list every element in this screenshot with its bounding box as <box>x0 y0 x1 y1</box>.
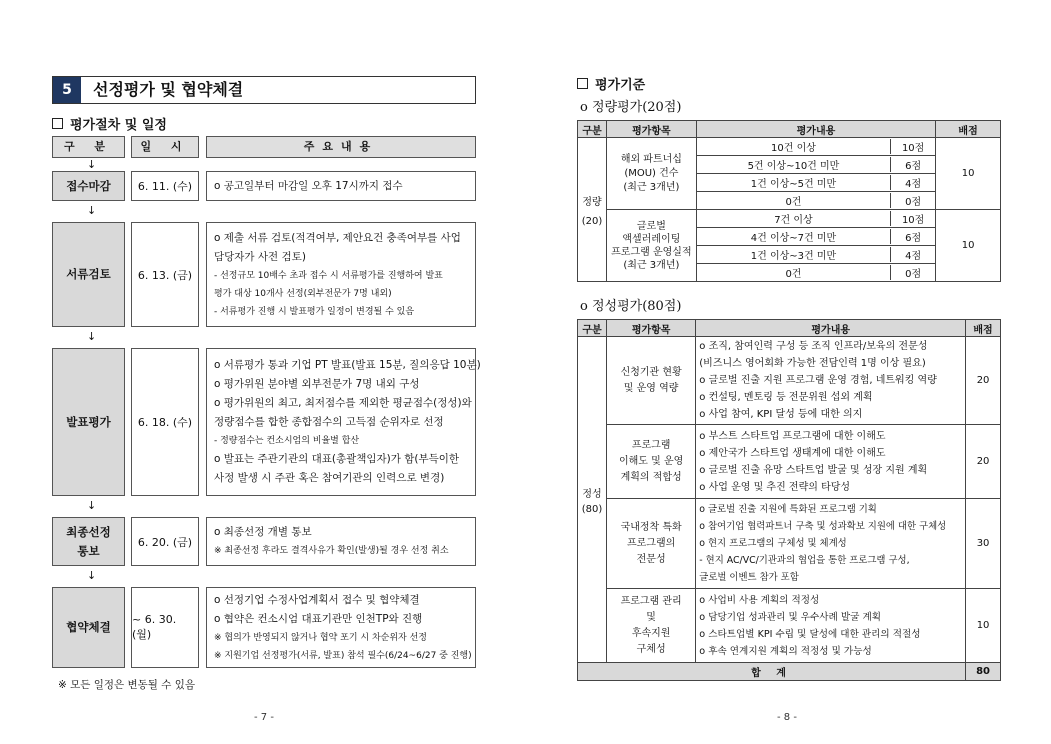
description-line: o 평가위원 분야별 외부전문가 7명 내외 구성 <box>214 378 420 390</box>
qual-item-name: 국내정착 특화 프로그램의 전문성 <box>606 499 695 589</box>
stage-date: 6. 20. (금) <box>131 517 199 566</box>
subsection-title-text: 평가절차 및 일정 <box>70 118 167 133</box>
page-number: - 8 - <box>777 712 797 723</box>
qual-title: o 정성평가(80점) <box>580 299 682 314</box>
description-line: o 협약은 컨소시엄 대표기관만 인천TP와 진행 <box>214 612 423 625</box>
description-line: o 발표는 주관기관의 대표(총괄책임자)가 함(부득이한 <box>214 453 460 465</box>
qual-item-score: 20 <box>966 425 1001 499</box>
qual-item-content: o 글로벌 진출 지원에 특화된 프로그램 기획 o 참여기업 협력파트너 구축 및 성과확보 지원에 대한 구체성 o 현지 프로그램의 구체성 및 체계성 - 현지 AC/VC/기관과의 협업을 통한 프로그램 구성, 글로벌 이벤트 참가 포함 <box>696 499 966 589</box>
qual-header: 평가내용 <box>696 320 966 337</box>
qual-item-score: 10 <box>966 589 1001 663</box>
stage-date: ~ 6. 30. (월) <box>131 587 199 668</box>
qual-category: 정성 (80) <box>578 337 607 663</box>
qual-item-content: o 조직, 참여인력 구성 등 조직 인프라/보육의 전문성 (비즈니스 영어회화 가능한 전담인력 1명 이상 필요) o 글로벌 진출 지원 프로그램 운영 경험, 네트워킹 역량 o 컨설팅, 멘토링 등 전문위원 섭외 계획 o 사업 참여, KPI 달성 등에 대한 의지 <box>696 337 966 425</box>
description-note: - 서류평가 진행 시 발표평가 일정이 변경될 수 있음 <box>214 306 415 317</box>
qual-item-score: 20 <box>966 337 1001 425</box>
description-line: 정량점수를 합한 종합점수의 고득점 순위자로 선정 <box>214 416 444 428</box>
stage-label: 발표평가 <box>52 348 125 496</box>
qual-item-name: 프로그램 이해도 및 운영 계획의 적합성 <box>606 425 695 499</box>
quant-header: 배점 <box>936 121 1001 138</box>
total-label: 합 계 <box>578 663 966 681</box>
quant-criteria-row: 5건 이상~10건 미만 6점 <box>696 156 935 174</box>
criteria-title <box>577 74 645 93</box>
description-note: ※ 협의가 반영되지 않거나 협약 포기 시 차순위자 선정 <box>214 632 428 643</box>
qual-header: 배점 <box>966 320 1001 337</box>
header-date: 일 시 <box>131 136 199 158</box>
description-line: o 공고일부터 마감일 오후 17시까지 접수 <box>214 179 403 192</box>
quant-item-name: 글로벌 액셀러레이팅 프로그램 운영실적 (최근 3개년) <box>606 210 696 282</box>
qual-item-content: o 부스트 스타트업 프로그램에 대한 이해도 o 제안국가 스타트업 생태계에 대한 이해도 o 글로벌 진출 유망 스타트업 발굴 및 성장 지원 계획 o 사업 운영 및 추진 전략의 타당성 <box>696 425 966 499</box>
qual-header: 구분 <box>578 320 607 337</box>
description-line: 담당자가 사전 검토) <box>214 250 306 263</box>
section-title: 선정평가 및 협약체결 <box>93 80 244 99</box>
quant-criteria-row: 1건 이상~5건 미만 4점 <box>696 174 935 192</box>
stage-label: 접수마감 <box>52 171 125 201</box>
page-number: - 7 - <box>254 712 274 723</box>
description-line: 사정 발생 시 주관 혹은 참여기관의 인력으로 변경) <box>214 472 445 484</box>
footnote: ※ 모든 일정은 변동될 수 있음 <box>58 679 196 691</box>
down-arrow-icon: ↓ <box>87 158 97 171</box>
down-arrow-icon: ↓ <box>87 499 97 512</box>
stage-description <box>206 348 481 496</box>
square-bullet-icon <box>52 118 63 129</box>
quant-item-name: 해외 파트너십 (MOU) 건수 (최근 3개년) <box>606 138 696 210</box>
description-note: 평가 대상 10개사 선정(외부전문가 7명 내외) <box>214 288 392 299</box>
qual-item-name: 신청기관 현황 및 운영 역량 <box>606 337 695 425</box>
section-number: 5 <box>53 77 81 103</box>
description-note: - 정량점수는 컨소시엄의 비율별 합산 <box>214 436 360 446</box>
subsection-title <box>52 114 167 133</box>
qual-item-content: o 사업비 사용 계획의 적정성 o 담당기업 성과관리 및 우수사례 발굴 계획 o 스타트업별 KPI 수립 및 달성에 대한 관리의 적절성 o 후속 연계지원 계획의 적정성 및 가능성 <box>696 589 966 663</box>
description-line: o 서류평가 통과 기업 PT 발표(발표 15분, 질의응답 10분) <box>214 359 481 371</box>
quant-criteria-row: 0건 0점 <box>696 264 935 282</box>
down-arrow-icon: ↓ <box>87 330 97 343</box>
quant-criteria-row: 4건 이상~7건 미만 6점 <box>696 228 935 246</box>
description-note: - 선정규모 10배수 초과 접수 시 서류평가를 진행하여 발표 <box>214 270 443 281</box>
quant-header: 구분 <box>578 121 607 138</box>
quant-category: 정량 (20) <box>578 138 607 282</box>
quant-criteria-row: 10건 이상 10점 <box>696 138 935 156</box>
qual-table <box>577 319 1001 681</box>
stage-date: 6. 13. (금) <box>131 222 199 327</box>
qual-item-name: 프로그램 관리 및 후속지원 구체성 <box>606 589 695 663</box>
quant-item-score: 10 <box>936 210 1001 282</box>
section-header <box>52 76 476 104</box>
total-score: 80 <box>966 663 1001 681</box>
description-line: o 제출 서류 검토(적격여부, 제안요건 충족여부를 사업 <box>214 231 461 244</box>
description-note: ※ 지원기업 선정평가(서류, 발표) 참석 필수(6/24~6/27 중 진행) <box>214 650 472 661</box>
stage-description <box>206 222 476 327</box>
quant-header: 평가항목 <box>606 121 696 138</box>
quant-header: 평가내용 <box>696 121 935 138</box>
quant-criteria-row: 0건 0점 <box>696 192 935 210</box>
stage-label: 협약체결 <box>52 587 125 668</box>
header-content: 주요내용 <box>206 136 476 158</box>
stage-date: 6. 18. (수) <box>131 348 199 496</box>
stage-description <box>206 171 476 201</box>
square-bullet-icon <box>577 78 588 89</box>
qual-item-score: 30 <box>966 499 1001 589</box>
header-category: 구 분 <box>52 136 125 158</box>
quant-table <box>577 120 1001 282</box>
description-line: o 최종선정 개별 통보 <box>214 526 312 538</box>
description-line: o 평가위원의 최고, 최저점수를 제외한 평균점수(정성)와 <box>214 397 472 409</box>
stage-description <box>206 587 476 668</box>
criteria-title-text: 평가기준 <box>595 78 646 93</box>
stage-label: 서류검토 <box>52 222 125 327</box>
quant-title: o 정량평가(20점) <box>580 100 682 115</box>
quant-criteria-row: 1건 이상~3건 미만 4점 <box>696 246 935 264</box>
stage-date: 6. 11. (수) <box>131 171 199 201</box>
description-line: o 선정기업 수정사업계획서 접수 및 협약체결 <box>214 593 420 606</box>
down-arrow-icon: ↓ <box>87 569 97 582</box>
stage-description <box>206 517 476 566</box>
quant-item-score: 10 <box>936 138 1001 210</box>
qual-header: 평가항목 <box>606 320 695 337</box>
stage-label: 최종선정 통보 <box>52 517 125 566</box>
down-arrow-icon: ↓ <box>87 204 97 217</box>
description-note: ※ 최종선정 후라도 결격사유가 확인(발생)될 경우 선정 취소 <box>214 546 449 556</box>
quant-criteria-row: 7건 이상 10점 <box>696 210 935 228</box>
